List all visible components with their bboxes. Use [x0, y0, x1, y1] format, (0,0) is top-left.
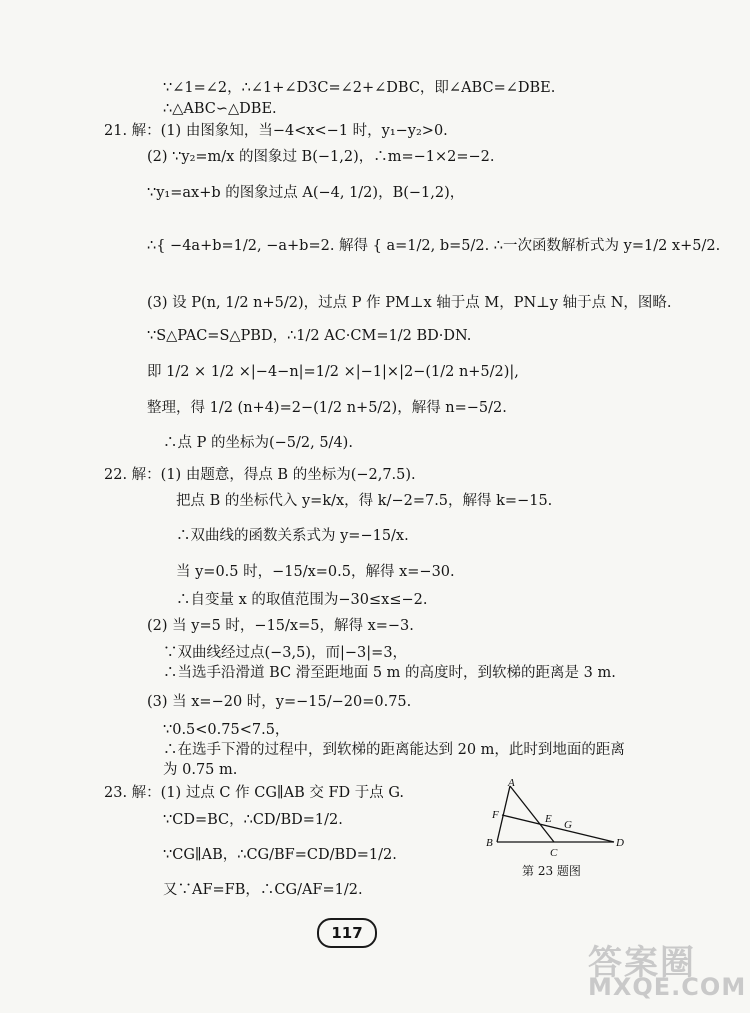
text-line: ∵CG∥AB，∴CG/BF=CD/BD=1/2.	[163, 847, 397, 863]
label-d: D	[616, 837, 624, 849]
text-line: ∴点 P 的坐标为(−5/2, 5/4).	[163, 435, 353, 451]
label-f: F	[492, 809, 499, 821]
text-line: 整理，得 1/2 (n+4)=2−(1/2 n+5/2)，解得 n=−5/2.	[147, 400, 507, 416]
text-line: ∵双曲线经过点(−3,5)，而|−3|=3，	[163, 645, 408, 661]
text-line: 21. 解：(1) 由图象知，当−4<x<−1 时，y₁−y₂>0.	[104, 123, 448, 139]
text-line: 为 0.75 m.	[163, 762, 238, 778]
label-b: B	[486, 837, 493, 849]
text-line: ∵y₁=ax+b 的图象过点 A(−4, 1/2)，B(−1,2)，	[147, 185, 465, 201]
text-line: (2) 当 y=5 时，−15/x=5，解得 x=−3.	[147, 618, 414, 634]
text-line: 22. 解：(1) 由题意，得点 B 的坐标为(−2,7.5).	[104, 467, 416, 483]
label-e: E	[545, 813, 552, 825]
label-a: A	[508, 778, 515, 789]
text-line: ∴双曲线的函数关系式为 y=−15/x.	[176, 528, 409, 544]
watermark-url: MXQE.COM	[588, 973, 747, 1001]
watermark-text: 答案圈	[588, 943, 696, 983]
label-c: C	[550, 847, 558, 858]
figure-caption: 第 23 题图	[522, 864, 581, 878]
page-number: 117	[317, 918, 377, 948]
text-line: ∵CD=BC，∴CD/BD=1/2.	[163, 812, 343, 828]
text-line: (3) 设 P(n, 1/2 n+5/2)，过点 P 作 PM⊥x 轴于点 M，PN⊥y 轴于点 N，图略.	[147, 295, 672, 311]
text-line: (3) 当 x=−20 时，y=−15/−20=0.75.	[147, 694, 412, 710]
text-line: ∴{ −4a+b=1/2, −a+b=2. 解得 { a=1/2, b=5/2. ∴一次函数解析式为 y=1/2 x+5/2.	[147, 238, 721, 254]
text-line: 即 1/2 × 1/2 ×|−4−n|=1/2 ×|−1|×|2−(1/2 n+5/2)|,	[147, 364, 519, 380]
watermark-logo	[588, 935, 747, 1001]
text-line: 23. 解：(1) 过点 C 作 CG∥AB 交 FD 于点 G.	[104, 785, 405, 801]
text-line: ∴在选手下滑的过程中，到软梯的距离能达到 20 m，此时到地面的距离	[163, 742, 625, 758]
text-line: 当 y=0.5 时，−15/x=0.5，解得 x=−30.	[176, 564, 455, 580]
text-line: 又∵AF=FB，∴CG/AF=1/2.	[163, 882, 363, 898]
text-line: ∴当选手沿滑道 BC 滑至距地面 5 m 的高度时，到软梯的距离是 3 m.	[163, 665, 616, 681]
text-line: ∵0.5<0.75<7.5，	[163, 722, 290, 738]
text-line: ∵S△PAC=S△PBD，∴1/2 AC·CM=1/2 BD·DN.	[147, 328, 472, 344]
text-line: ∴自变量 x 的取值范围为−30≤x≤−2.	[176, 592, 428, 608]
text-line: ∵∠1=∠2，∴∠1+∠D3C=∠2+∠DBC，即∠ABC=∠DBE.	[163, 80, 556, 96]
label-g: G	[564, 819, 572, 831]
text-line: ∴△ABC∽△DBE.	[163, 101, 277, 117]
triangle-figure	[482, 778, 632, 858]
text-line: 把点 B 的坐标代入 y=k/x，得 k/−2=7.5，解得 k=−15.	[176, 493, 553, 509]
text-line: (2) ∵y₂=m/x 的图象过 B(−1,2)，∴m=−1×2=−2.	[147, 149, 495, 165]
